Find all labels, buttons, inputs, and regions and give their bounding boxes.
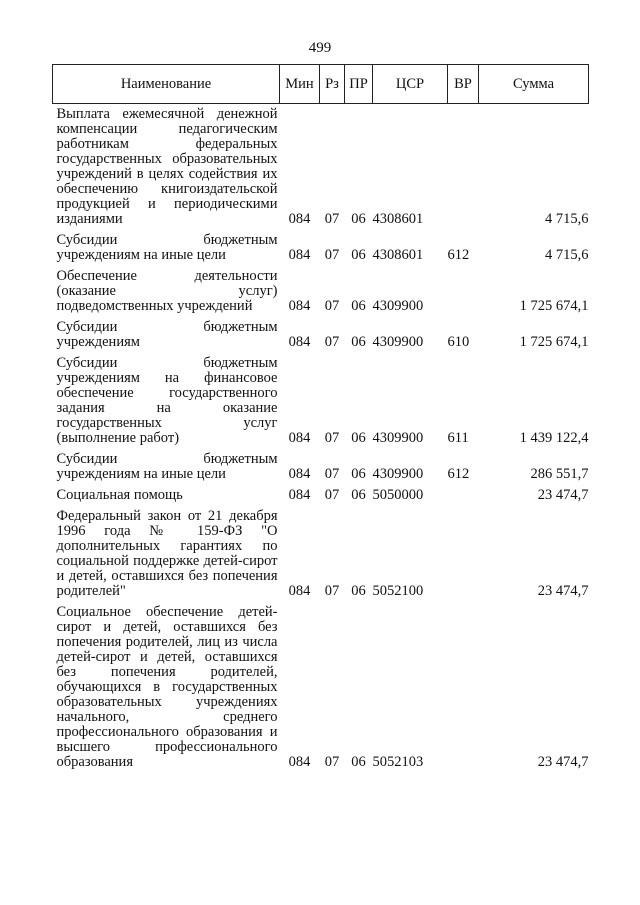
row-name: Выплата ежемесячной денежной компенсации педагогическим работникам федеральных государственных образовательных учреждений в целях содействия их обеспечению книгоиздательской продукцией и периодическими изданиями: [56, 106, 278, 227]
row-csr: 4309900: [372, 466, 424, 482]
row-pr: 06: [351, 466, 366, 482]
row-min: 084: [288, 211, 311, 227]
row-min: 084: [288, 430, 311, 446]
table-row: [53, 446, 589, 482]
row-vr: [448, 482, 479, 503]
row-vr: 612: [447, 466, 470, 482]
row-pr: 06: [351, 754, 366, 770]
column-header-vr: ВР: [448, 65, 479, 104]
row-rz: 07: [324, 754, 340, 770]
row-rz: 07: [324, 466, 340, 482]
row-pr: 06: [351, 211, 366, 227]
row-sum: 1 725 674,1: [519, 298, 589, 314]
row-sum: 4 715,6: [545, 211, 589, 227]
row-min: 084: [288, 466, 311, 482]
table-header-row: [53, 65, 589, 104]
row-name: Обеспечение деятельности (оказание услуг) подведомственных учреждений: [56, 268, 278, 314]
column-header-min: Мин: [280, 65, 320, 104]
column-header-rz: Рз: [320, 65, 345, 104]
row-min: 084: [288, 487, 311, 503]
table-row: [53, 503, 589, 599]
table-row: [53, 227, 589, 263]
row-min: 084: [288, 247, 311, 263]
row-vr: [448, 263, 479, 314]
row-vr: 612: [447, 247, 470, 263]
row-rz: 07: [324, 583, 340, 599]
column-header-csr: ЦСР: [373, 65, 448, 104]
row-sum: 1 439 122,4: [519, 430, 589, 446]
row-pr: 06: [351, 430, 366, 446]
row-name: Субсидии бюджетным учреждениям: [56, 319, 278, 350]
row-min: 084: [288, 583, 311, 599]
row-csr: 4309900: [372, 298, 424, 314]
row-sum: 23 474,7: [537, 487, 589, 503]
row-pr: 06: [351, 247, 366, 263]
table-row: [53, 482, 589, 503]
row-pr: 06: [351, 334, 366, 350]
row-sum: 286 551,7: [530, 466, 589, 482]
row-csr: 5052100: [372, 583, 424, 599]
row-min: 084: [288, 754, 311, 770]
table-row: [53, 314, 589, 350]
row-sum: 4 715,6: [545, 247, 589, 263]
row-rz: 07: [324, 211, 340, 227]
row-name: Федеральный закон от 21 декабря 1996 года № 159-ФЗ "О дополнительных гарантиях по социальной поддержке детей-сирот и детей, оставшихся без попечения родителей": [56, 508, 278, 599]
row-rz: 07: [324, 430, 340, 446]
row-rz: 07: [324, 298, 340, 314]
row-min: 084: [288, 334, 311, 350]
row-vr: 611: [447, 430, 469, 446]
row-sum: 1 725 674,1: [519, 334, 589, 350]
row-rz: 07: [324, 487, 340, 503]
row-csr: 4308601: [372, 211, 424, 227]
row-vr: [448, 503, 479, 599]
row-rz: 07: [324, 247, 340, 263]
row-csr: 4309900: [372, 334, 424, 350]
column-header-sum: Сумма: [479, 65, 589, 104]
row-name: Субсидии бюджетным учреждениям на иные цели: [56, 451, 278, 482]
column-header-name: Наименование: [53, 65, 280, 104]
row-csr: 5050000: [372, 487, 424, 503]
column-header-pr: ПР: [345, 65, 373, 104]
table-row: [53, 263, 589, 314]
row-rz: 07: [324, 334, 340, 350]
row-pr: 06: [351, 583, 366, 599]
row-sum: 23 474,7: [537, 583, 589, 599]
row-name: Субсидии бюджетным учреждениям на финансовое обеспечение государственного задания на оказание государственных услуг (выполнение работ): [56, 355, 278, 446]
row-sum: 23 474,7: [537, 754, 589, 770]
table-row: [53, 350, 589, 446]
page-number: 499: [308, 40, 332, 56]
row-csr: 5052103: [372, 754, 424, 770]
row-csr: 4308601: [372, 247, 424, 263]
row-name: Субсидии бюджетным учреждениям на иные цели: [56, 232, 278, 263]
row-name: Социальное обеспечение детей-сирот и детей, оставшихся без попечения родителей, лиц из числа детей-сирот и детей, оставшихся без попечения родителей, обучающихся в государственных образовательных учреждениях начального, среднего профессионального образования и высшего профессионального образования: [56, 604, 278, 770]
table-row: [53, 104, 589, 228]
row-pr: 06: [351, 298, 366, 314]
row-name: Социальная помощь: [56, 487, 183, 503]
row-vr: [448, 104, 479, 228]
table-row: [53, 599, 589, 770]
row-csr: 4309900: [372, 430, 424, 446]
row-vr: 610: [447, 334, 470, 350]
row-min: 084: [288, 298, 311, 314]
row-vr: [448, 599, 479, 770]
budget-table: [52, 64, 589, 770]
row-pr: 06: [351, 487, 366, 503]
